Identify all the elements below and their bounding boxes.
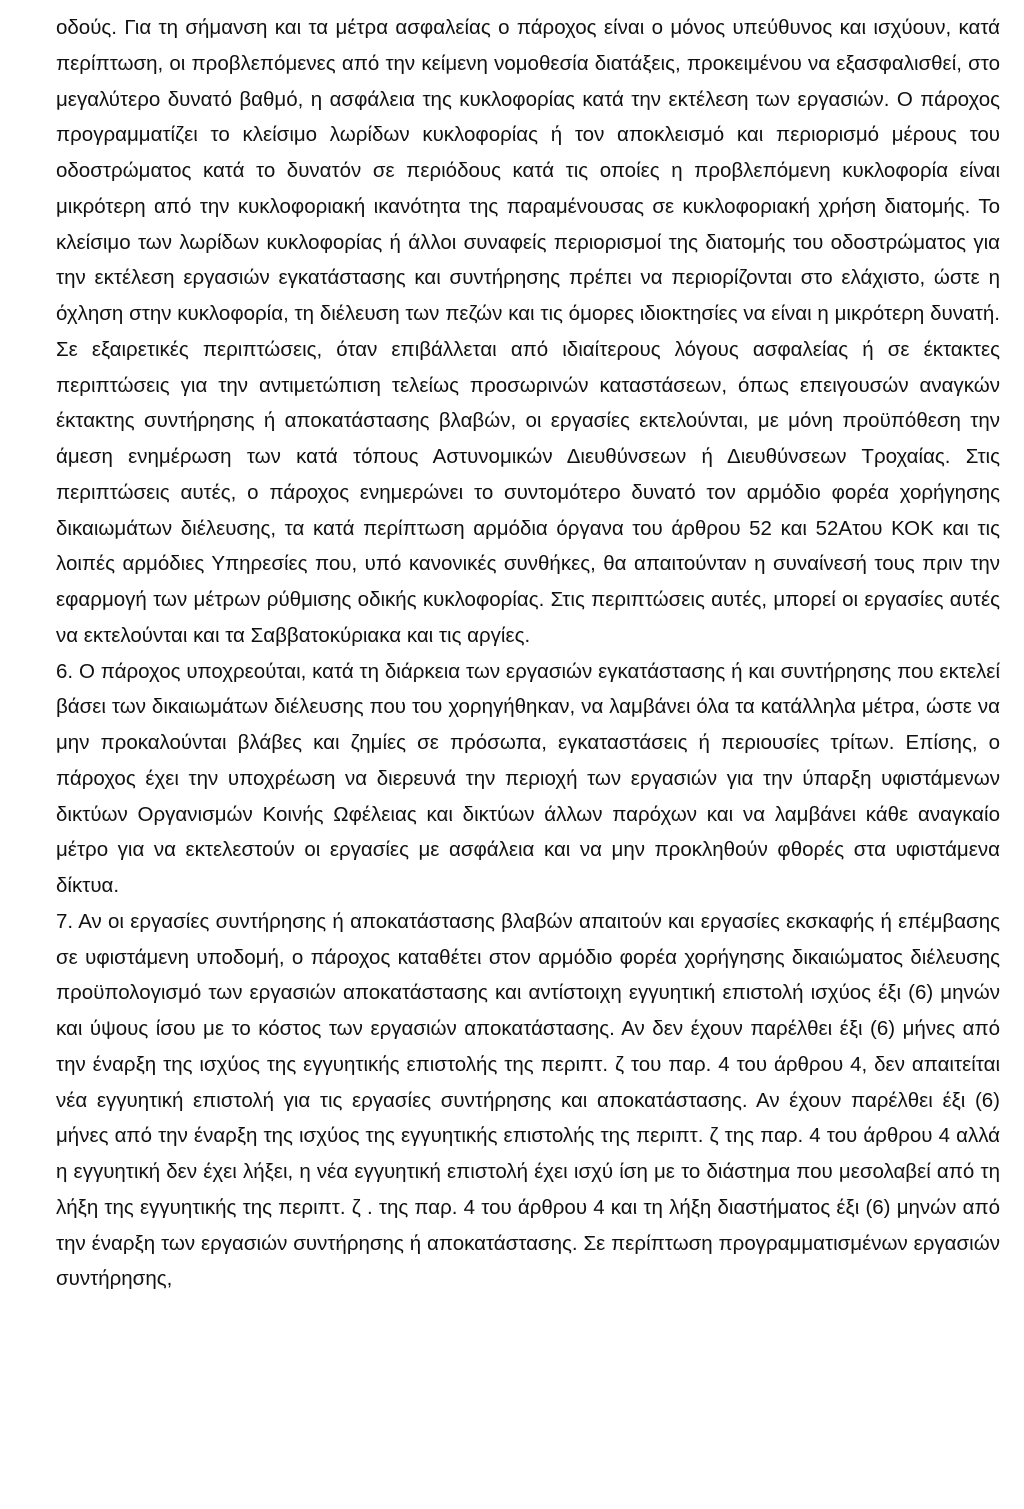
- paragraph-continuation: [56, 10, 1000, 654]
- item-number: 7.: [56, 909, 74, 933]
- paragraph-text: Ο πάροχος υποχρεούται, κατά τη διάρκεια των εργασιών εγκατάστασης ή και συντήρησης που εκτελεί βάσει των δικαιωμάτων διέλευσης που του χορηγήθηκαν, να λαμβάνει όλα τα κατάλληλα μέτρα, ώστε να μην προκαλούνται βλάβες και ζημίες σε πρόσωπα, εγκαταστάσεις ή περιουσίες τρίτων. Επίσης, ο πάροχος έχει την υποχρέωση να διερευνά την περιοχή των εργασιών για την ύπαρξη υφιστάμενων δικτύων Οργανισμών Κοινής Ωφέλειας και δικτύων άλλων παρόχων και να λαμβάνει κάθε αναγκαίο μέτρο για να εκτελεστούν οι εργασίες με ασφάλεια και να μην προκληθούν φθορές στα υφιστάμενα δίκτυα.: [56, 659, 1000, 897]
- paragraph-item-6: [56, 654, 1000, 904]
- paragraph-text: οδούς. Για τη σήμανση και τα μέτρα ασφαλείας ο πάροχος είναι ο μόνος υπεύθυνος και ισχύουν, κατά περίπτωση, οι προβλεπόμενες από την κείμενη νομοθεσία διατάξεις, προκειμένου να εξασφαλισθεί, στο μεγαλύτερο δυνατό βαθμό, η ασφάλεια της κυκλοφορίας κατά την εκτέλεση των εργασιών. Ο πάροχος προγραμματίζει το κλείσιμο λωρίδων κυκλοφορίας ή τον αποκλεισμό και περιορισμό μέρους του οδοστρώματος κατά το δυνατόν σε περιόδους κατά τις οποίες η προβλεπόμενη κυκλοφορία είναι μικρότερη από την κυκλοφοριακή ικανότητα της παραμένουσας σε κυκλοφοριακή χρήση διατομής. Το κλείσιμο των λωρίδων κυκλοφορίας ή άλλοι συναφείς περιορισμοί της διατομής του οδοστρώματος για την εκτέλεση εργασιών εγκατάστασης και συντήρησης πρέπει να περιορίζονται στο ελάχιστο, ώστε η όχληση στην κυκλοφορία, τη διέλευση των πεζών και τις όμορες ιδιοκτησίες να είναι η μικρότερη δυνατή. Σε εξαιρετικές περιπτώσεις, όταν επιβάλλεται από ιδιαίτερους λόγους ασφαλείας ή σε έκτακτες περιπτώσεις για την αντιμετώπιση τελείως προσωρινών καταστάσεων, όπως επειγουσών αναγκών έκτακτης συντήρησης ή αποκατάστασης βλαβών, οι εργασίες εκτελούνται, με μόνη προϋπόθεση την άμεση ενημέρωση των κατά τόπους Αστυνομικών Διευθύνσεων ή Διευθύνσεων Τροχαίας. Στις περιπτώσεις αυτές, ο πάροχος ενημερώνει το συντομότερο δυνατό τον αρμόδιο φορέα χορήγησης δικαιωμάτων διέλευσης, τα κατά περίπτωση αρμόδια όργανα του άρθρου 52 και 52Ατου ΚΟΚ και τις λοιπές αρμόδιες Υπηρεσίες που, υπό κανονικές συνθήκες, θα απαιτούνταν η συναίνεσή τους πριν την εφαρμογή των μέτρων ρύθμισης οδικής κυκλοφορίας. Στις περιπτώσεις αυτές, μπορεί οι εργασίες αυτές να εκτελούνται και τα Σαββατοκύριακα και τις αργίες.: [56, 16, 1000, 647]
- paragraph-text: Αν οι εργασίες συντήρησης ή αποκατάστασης βλαβών απαιτούν και εργασίες εκσκαφής ή επέμβασης σε υφιστάμενη υποδομή, ο πάροχος καταθέτει στον αρμόδιο φορέα χορήγησης δικαιώματος διέλευσης προϋπολογισμό των εργασιών αποκατάστασης και αντίστοιχη εγγυητική επιστολή ισχύος έξι (6) μηνών και ύψους ίσου με το κόστος των εργασιών αποκατάστασης. Αν δεν έχουν παρέλθει έξι (6) μήνες από την έναρξη της ισχύος της εγγυητικής επιστολής της περιπτ. ζ του παρ. 4 του άρθρου 4, δεν απαιτείται νέα εγγυητική επιστολή για τις εργασίες συντήρησης και αποκατάστασης. Αν έχουν παρέλθει έξι (6) μήνες από την έναρξη της ισχύος της εγγυητικής επιστολής της περιπτ. ζ της παρ. 4 του άρθρου 4 αλλά η εγγυητική δεν έχει λήξει, η νέα εγγυητική επιστολή έχει ισχύ ίση με το διάστημα που μεσολαβεί από τη λήξη της εγγυητικής της περιπτ. ζ . της παρ. 4 του άρθρου 4 και τη λήξη διαστήματος έξι (6) μηνών από την έναρξη των εργασιών συντήρησης ή αποκατάστασης. Σε περίπτωση προγραμματισμένων εργασιών συντήρησης,: [56, 909, 1000, 1291]
- paragraph-item-7: [56, 904, 1000, 1297]
- item-number: 6.: [56, 659, 74, 683]
